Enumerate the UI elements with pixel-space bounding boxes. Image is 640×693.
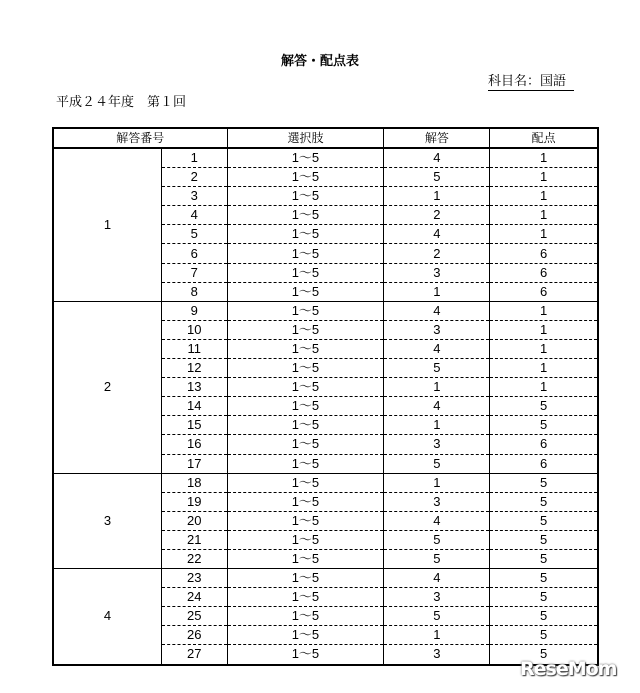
cell-points: 5 (490, 416, 598, 435)
cell-choices: 1～5 (227, 473, 384, 492)
cell-no: 4 (162, 206, 228, 225)
cell-no: 3 (162, 187, 228, 206)
cell-answer: 4 (384, 301, 490, 320)
cell-choices: 1～5 (227, 454, 384, 473)
cell-no: 5 (162, 225, 228, 244)
cell-points: 1 (490, 168, 598, 187)
cell-points: 5 (490, 473, 598, 492)
cell-choices: 1～5 (227, 549, 384, 568)
cell-choices: 1～5 (227, 282, 384, 301)
cell-points: 1 (490, 187, 598, 206)
cell-choices: 1～5 (227, 320, 384, 339)
cell-points: 6 (490, 435, 598, 454)
cell-answer: 4 (384, 511, 490, 530)
answer-table (52, 127, 599, 666)
cell-no: 22 (162, 549, 228, 568)
cell-points: 5 (490, 511, 598, 530)
cell-answer: 5 (384, 530, 490, 549)
table-row (53, 301, 598, 320)
cell-answer: 5 (384, 549, 490, 568)
table-header-row (53, 128, 598, 148)
cell-no: 21 (162, 530, 228, 549)
cell-choices: 1～5 (227, 263, 384, 282)
cell-choices: 1～5 (227, 588, 384, 607)
cell-answer: 2 (384, 244, 490, 263)
cell-answer: 5 (384, 168, 490, 187)
cell-answer: 5 (384, 359, 490, 378)
cell-no: 11 (162, 339, 228, 358)
cell-choices: 1～5 (227, 569, 384, 588)
cell-answer: 4 (384, 569, 490, 588)
cell-no: 2 (162, 168, 228, 187)
cell-points: 5 (490, 588, 598, 607)
cell-points: 1 (490, 359, 598, 378)
cell-answer: 1 (384, 187, 490, 206)
cell-points: 6 (490, 263, 598, 282)
table-row (53, 569, 598, 588)
cell-points: 1 (490, 378, 598, 397)
cell-choices: 1～5 (227, 187, 384, 206)
cell-answer: 3 (384, 492, 490, 511)
cell-answer: 4 (384, 397, 490, 416)
cell-points: 1 (490, 148, 598, 168)
header-choices: 選択肢 (227, 128, 384, 148)
cell-points: 5 (490, 626, 598, 645)
cell-answer: 3 (384, 588, 490, 607)
cell-choices: 1～5 (227, 225, 384, 244)
cell-choices: 1～5 (227, 206, 384, 225)
cell-points: 1 (490, 225, 598, 244)
cell-no: 26 (162, 626, 228, 645)
resemom-logo: ReseMom (520, 658, 617, 680)
cell-points: 6 (490, 454, 598, 473)
cell-points: 5 (490, 492, 598, 511)
cell-answer: 1 (384, 473, 490, 492)
cell-answer: 3 (384, 320, 490, 339)
cell-no: 16 (162, 435, 228, 454)
cell-answer: 1 (384, 626, 490, 645)
cell-choices: 1～5 (227, 492, 384, 511)
cell-choices: 1～5 (227, 339, 384, 358)
cell-no: 20 (162, 511, 228, 530)
cell-no: 12 (162, 359, 228, 378)
cell-no: 15 (162, 416, 228, 435)
cell-points: 1 (490, 206, 598, 225)
cell-no: 6 (162, 244, 228, 263)
cell-choices: 1～5 (227, 397, 384, 416)
cell-points: 5 (490, 607, 598, 626)
cell-points: 5 (490, 645, 598, 665)
cell-choices: 1～5 (227, 511, 384, 530)
cell-points: 6 (490, 244, 598, 263)
cell-points: 1 (490, 320, 598, 339)
cell-no: 19 (162, 492, 228, 511)
cell-answer: 5 (384, 454, 490, 473)
cell-choices: 1～5 (227, 359, 384, 378)
cell-choices: 1～5 (227, 435, 384, 454)
cell-answer: 4 (384, 148, 490, 168)
cell-answer: 3 (384, 263, 490, 282)
cell-points: 1 (490, 301, 598, 320)
section-label: 3 (53, 473, 162, 568)
cell-no: 18 (162, 473, 228, 492)
cell-choices: 1～5 (227, 607, 384, 626)
cell-points: 5 (490, 549, 598, 568)
table-row (53, 473, 598, 492)
cell-choices: 1～5 (227, 626, 384, 645)
cell-no: 10 (162, 320, 228, 339)
cell-choices: 1～5 (227, 148, 384, 168)
cell-no: 13 (162, 378, 228, 397)
header-number: 解答番号 (53, 128, 227, 148)
cell-points: 6 (490, 282, 598, 301)
cell-no: 23 (162, 569, 228, 588)
table-row (53, 148, 598, 168)
cell-points: 5 (490, 530, 598, 549)
cell-choices: 1～5 (227, 530, 384, 549)
cell-answer: 1 (384, 378, 490, 397)
cell-choices: 1～5 (227, 378, 384, 397)
cell-choices: 1～5 (227, 416, 384, 435)
section-label: 1 (53, 148, 162, 301)
section-label: 4 (53, 569, 162, 665)
subject-label: 科目名：国語 (488, 70, 574, 91)
cell-no: 14 (162, 397, 228, 416)
cell-answer: 3 (384, 645, 490, 665)
header-points: 配点 (490, 128, 598, 148)
cell-points: 5 (490, 397, 598, 416)
cell-answer: 5 (384, 607, 490, 626)
cell-answer: 2 (384, 206, 490, 225)
cell-no: 17 (162, 454, 228, 473)
cell-answer: 3 (384, 435, 490, 454)
cell-choices: 1～5 (227, 244, 384, 263)
cell-points: 5 (490, 569, 598, 588)
cell-no: 8 (162, 282, 228, 301)
exam-label: 平成２４年度 第１回 (56, 95, 187, 110)
section-label: 2 (53, 301, 162, 473)
cell-no: 25 (162, 607, 228, 626)
cell-no: 9 (162, 301, 228, 320)
cell-points: 1 (490, 339, 598, 358)
cell-no: 24 (162, 588, 228, 607)
cell-answer: 1 (384, 416, 490, 435)
cell-answer: 4 (384, 339, 490, 358)
cell-no: 7 (162, 263, 228, 282)
cell-answer: 1 (384, 282, 490, 301)
cell-no: 1 (162, 148, 228, 168)
cell-choices: 1～5 (227, 645, 384, 665)
cell-answer: 4 (384, 225, 490, 244)
cell-choices: 1～5 (227, 301, 384, 320)
cell-no: 27 (162, 645, 228, 665)
page-title: 解答・配点表 (280, 54, 359, 69)
header-answer: 解答 (384, 128, 490, 148)
cell-choices: 1～5 (227, 168, 384, 187)
